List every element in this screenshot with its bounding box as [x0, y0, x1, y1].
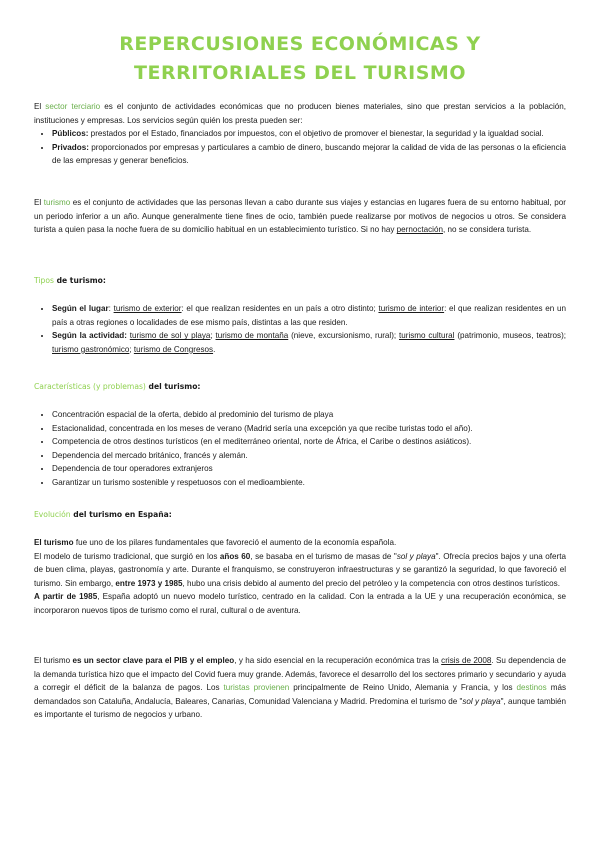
- closing-section: [34, 654, 566, 722]
- features-heading: Características (y problemas) del turismo:: [34, 382, 201, 391]
- tourism-definition: El turismo es el conjunto de actividades que las personas llevan a cabo durante sus viajes y estancias en lugares fuera de su entorno habitual, por un periodo inferior a un año. Aunque generalmente tiene fines de ocio, también puede realizarse por motivos de negocios u otros. Se considera turista a quien pasa la noche fuera de su domicilio habitual en un establecimiento turístico. Si no hay pernoctación, no se considera turista.: [34, 198, 566, 235]
- list-item: • Concentración espacial de la oferta, debido al predominio del turismo de playa: [52, 408, 566, 422]
- list-item: • Privados: proporcionados por empresas y particulares a cambio de dinero, buscando mejorar la calidad de vida de las personas o la eficiencia de las empresas y generar beneficios.: [52, 141, 566, 168]
- evolution-paragraph-1: El turismo fue uno de los pilares fundamentales que favoreció el aumento de la economía española.: [34, 538, 397, 547]
- intro-section: [34, 100, 566, 168]
- list-item: • Garantizar un turismo sostenible y respetuosos con el medioambiente.: [52, 476, 566, 490]
- list-item: • Estacionalidad, concentrada en los meses de verano (Madrid sería una excepción ya que recibe turistas todo el año).: [52, 422, 566, 436]
- page-title: REPERCUSIONES ECONÓMICAS Y TERRITORIALES DEL TURISMO: [119, 33, 481, 84]
- list-item: • Dependencia de tour operadores extranjeros: [52, 462, 566, 476]
- list-item: • Según el lugar: turismo de exterior: el que realizan residentes en un país a otro distinto; turismo de interior: el que realizan residentes en un país a otras regiones o localidades de ese mismo país, distintas a las que residen.: [52, 302, 566, 329]
- services-list: [34, 127, 566, 168]
- features-section: [34, 408, 566, 490]
- closing-paragraph: El turismo es un sector clave para el PIB y el empleo, y ha sido esencial en la recuperación económica tras la crisis de 2008. Su dependencia de la demanda turística hizo que el impacto del Covid fuera muy grande. Además, favorece el desarrollo del los sectores primario y secundario y ayuda a corregir el déficit de la balanza de pagos. Los turistas provienen principalmente de Reino Unido, Alemania y Francia, y los destinos más demandados son Cataluña, Andalucía, Baleares, Canarias, Comunidad Valenciana y Madrid. Predomina el turismo de "sol y playa", aunque también es importante el turismo de negocios y urbano.: [34, 656, 567, 720]
- types-list: [34, 302, 566, 356]
- term-turismo: turismo: [43, 198, 71, 207]
- list-item: • Competencia de otros destinos turísticos (en el mediterráneo oriental, norte de África, el Caribe o destinos asiáticos).: [52, 435, 566, 449]
- evolution-paragraph-3: A partir de 1985, España adoptó un nuevo modelo turístico, centrado en la calidad. Con la entrada a la UE y una recuperación económica, se incorporaron nuevos tipos de turismo como el rural, cultural o de aventura.: [34, 592, 567, 615]
- evolution-section: [34, 536, 566, 618]
- types-section: [34, 302, 566, 356]
- list-item: • Dependencia del mercado británico, francés y alemán.: [52, 449, 566, 463]
- intro-paragraph: El sector terciario es el conjunto de actividades económicas que no producen bienes materiales, sino que prestan servicios a la población, instituciones y empresas. Los servicios según quién los presta pueden ser:: [34, 102, 566, 125]
- list-item: • Según la actividad: turismo de sol y playa; turismo de montaña (nieve, excursionismo, rural); turismo cultural (patrimonio, museos, teatros); turismo gastronómico; turismo de Congresos.: [52, 329, 566, 356]
- term-pernoctacion: pernoctación: [396, 225, 443, 235]
- evolution-heading: Evolución del turismo en España:: [34, 510, 172, 519]
- features-list: [34, 408, 566, 490]
- term-sector-terciario: sector terciario: [45, 102, 101, 111]
- types-heading: Tipos de turismo:: [34, 276, 106, 285]
- list-item: • Públicos: prestados por el Estado, financiados por impuestos, con el objetivo de promover el bienestar, la seguridad y la igualdad social.: [52, 127, 566, 141]
- evolution-paragraph-2: El modelo de turismo tradicional, que surgió en los años 60, se basaba en el turismo de masas de "sol y playa". Ofrecía precios bajos y una oferta de buen clima, playas, gastronomía y arte. Durante el franquismo, se construyeron infraestructuras y se garantizó la seguridad, lo que favoreció el turismo. Sin embargo, entre 1973 y 1985, hubo una crisis debido al aumento del precio del petróleo y la competencia con otros destinos turísticos.: [34, 551, 566, 588]
